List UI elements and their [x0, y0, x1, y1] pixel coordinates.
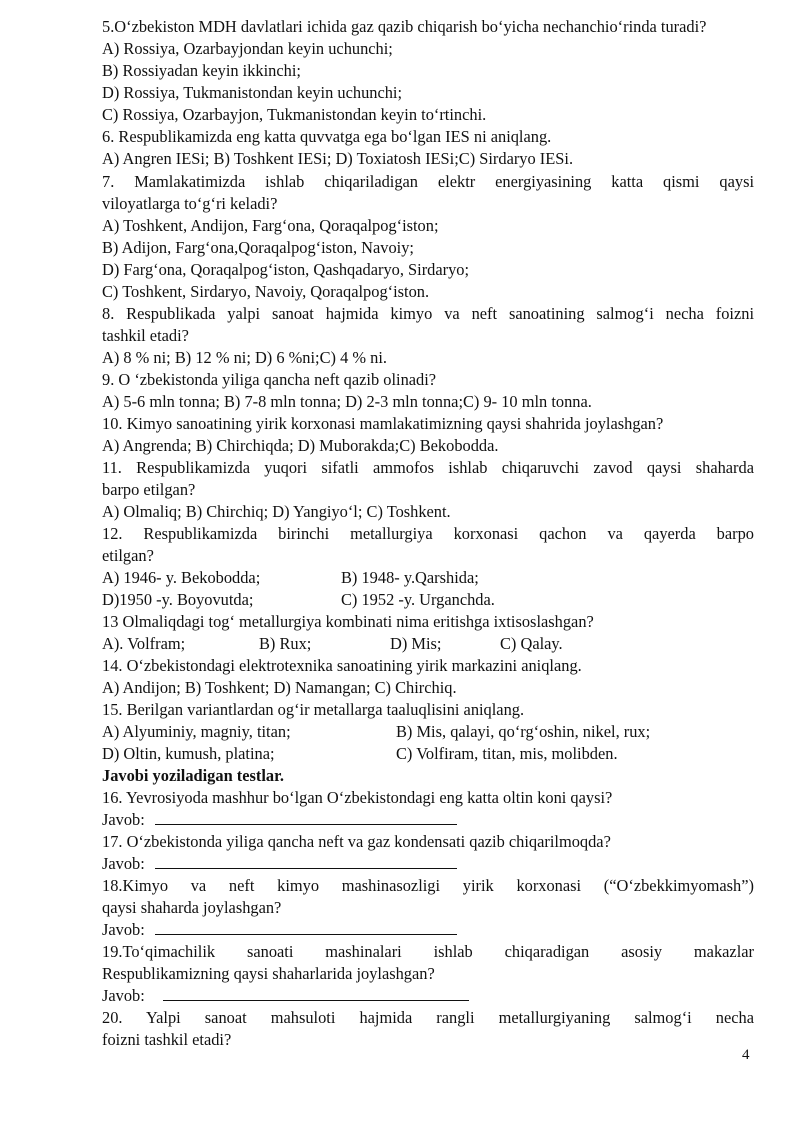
question-19-line-2: Respublikamizning qaysi shaharlarida joylashgan?: [102, 964, 435, 983]
answer-label: Javob:: [102, 920, 145, 939]
question-5: 5.O‘zbekiston MDH davlatlari ichida gaz qazib chiqarish bo‘yicha nechanchio‘rinda turadi?: [102, 17, 707, 36]
option-a: A) 1946- y. Bekobodda;: [102, 568, 261, 587]
options: A) Angrenda; B) Chirchiqda; D) Muborakda;C) Bekobodda.: [102, 436, 499, 455]
option-c: C) Rossiya, Ozarbayjon, Tukmanistondan keyin to‘rtinchi.: [102, 105, 487, 124]
answer-blank[interactable]: [155, 854, 457, 869]
option-b: B) Rossiyadan keyin ikkinchi;: [102, 61, 301, 80]
question-7-line-1: 7. Mamlakatimizda ishlab chiqariladigan elektr energiyasining katta qismi qaysi: [102, 172, 754, 191]
question-8-line-1: 8. Respublikada yalpi sanoat hajmida kimyo va neft sanoatining salmog‘i necha foizni: [102, 304, 754, 323]
question-13: 13 Olmaliqdagi tog‘ metallurgiya kombinati nima eritishga ixtisoslashgan?: [102, 612, 594, 631]
question-19-line-1: 19.To‘qimachilik sanoati mashinalari ishlab chiqaradigan asosiy makazlar: [102, 942, 754, 961]
question-16: 16. Yevrosiyoda mashhur bo‘lgan O‘zbekistondagi eng katta oltin koni qaysi?: [102, 788, 613, 807]
answer-line: [102, 919, 754, 941]
option-d: D) Mis;: [390, 634, 442, 653]
answer-label: Javob:: [102, 854, 145, 873]
option-d: D) Farg‘ona, Qoraqalpog‘iston, Qashqadaryo, Sirdaryo;: [102, 260, 470, 279]
question-10: 10. Kimyo sanoatining yirik korxonasi mamlakatimizning qaysi shahrida joylashgan?: [102, 414, 664, 433]
answer-label: Javob:: [102, 986, 145, 1005]
options: A) Angren IESi; B) Toshkent IESi; D) Toxiatosh IESi;C) Sirdaryo IESi.: [102, 149, 574, 168]
answer-blank[interactable]: [163, 986, 469, 1001]
option-b: B) Adijon, Farg‘ona,Qoraqalpog‘iston, Navoiy;: [102, 238, 414, 257]
question-9: 9. O ‘zbekistonda yiliga qancha neft qazib olinadi?: [102, 370, 437, 389]
question-17: 17. O‘zbekistonda yiliga qancha neft va gaz kondensati qazib chiqarilmoqda?: [102, 832, 611, 851]
option-d: D) Rossiya, Tukmanistondan keyin uchunchi;: [102, 83, 403, 102]
question-18-line-1: 18.Kimyo va neft kimyo mashinasozligi yirik korxonasi (“O‘zbekkimyomash”): [102, 876, 754, 895]
option-c: C) Volfiram, titan, mis, molibden.: [396, 744, 618, 763]
answer-line: [102, 809, 754, 831]
option-b: B) 1948- y.Qarshida;: [341, 568, 479, 587]
section-heading: Javobi yoziladigan testlar.: [102, 766, 284, 785]
option-c: C) 1952 -y. Urganchda.: [341, 590, 495, 609]
option-c: C) Qalay.: [500, 634, 563, 653]
option-a: A) Rossiya, Ozarbayjondan keyin uchunchi;: [102, 39, 393, 58]
options: A) Olmaliq; B) Chirchiq; D) Yangiyo‘l; C) Toshkent.: [102, 502, 451, 521]
question-20-line-2: foizni tashkil etadi?: [102, 1030, 232, 1049]
option-d: D)1950 -y. Boyovutda;: [102, 590, 254, 609]
page-number: 4: [742, 1047, 750, 1063]
question-11-line-2: barpo etilgan?: [102, 480, 196, 499]
option-a: A) Toshkent, Andijon, Farg‘ona, Qoraqalpog‘iston;: [102, 216, 439, 235]
question-18-line-2: qaysi shaharda joylashgan?: [102, 898, 282, 917]
question-20-line-1: 20. Yalpi sanoat mahsuloti hajmida rangli metallurgiyaning salmog‘i necha: [102, 1008, 754, 1027]
question-12-line-1: 12. Respublikamizda birinchi metallurgiya korxonasi qachon va qayerda barpo: [102, 524, 754, 543]
question-8-line-2: tashkil etadi?: [102, 326, 189, 345]
options: A) Andijon; B) Toshkent; D) Namangan; C) Chirchiq.: [102, 678, 457, 697]
question-14: 14. O‘zbekistondagi elektrotexnika sanoatining yirik markazini aniqlang.: [102, 656, 582, 675]
answer-line: [102, 985, 754, 1007]
options: A) 8 % ni; B) 12 % ni; D) 6 %ni;C) 4 % ni.: [102, 348, 387, 367]
answer-line: [102, 853, 754, 875]
question-15: 15. Berilgan variantlardan og‘ir metallarga taaluqlisini aniqlang.: [102, 700, 525, 719]
question-12-line-2: etilgan?: [102, 546, 154, 565]
answer-blank[interactable]: [155, 810, 457, 825]
option-c: C) Toshkent, Sirdaryo, Navoiy, Qoraqalpog‘iston.: [102, 282, 430, 301]
option-b: B) Rux;: [259, 634, 312, 653]
option-a: A) Alyuminiy, magniy, titan;: [102, 722, 291, 741]
question-6: 6. Respublikamizda eng katta quvvatga ega bo‘lgan IES ni aniqlang.: [102, 127, 552, 146]
question-7-line-2: viloyatlarga to‘g‘ri keladi?: [102, 194, 278, 213]
answer-blank[interactable]: [155, 920, 457, 935]
option-b: B) Mis, qalayi, qo‘rg‘oshin, nikel, rux;: [396, 722, 651, 741]
option-a: A). Volfram;: [102, 634, 186, 653]
option-d: D) Oltin, kumush, platina;: [102, 744, 275, 763]
answer-label: Javob:: [102, 810, 145, 829]
question-11-line-1: 11. Respublikamizda yuqori sifatli ammofos ishlab chiqaruvchi zavod qaysi shaharda: [102, 458, 754, 477]
options: A) 5-6 mln tonna; B) 7-8 mln tonna; D) 2-3 mln tonna;C) 9- 10 mln tonna.: [102, 392, 592, 411]
